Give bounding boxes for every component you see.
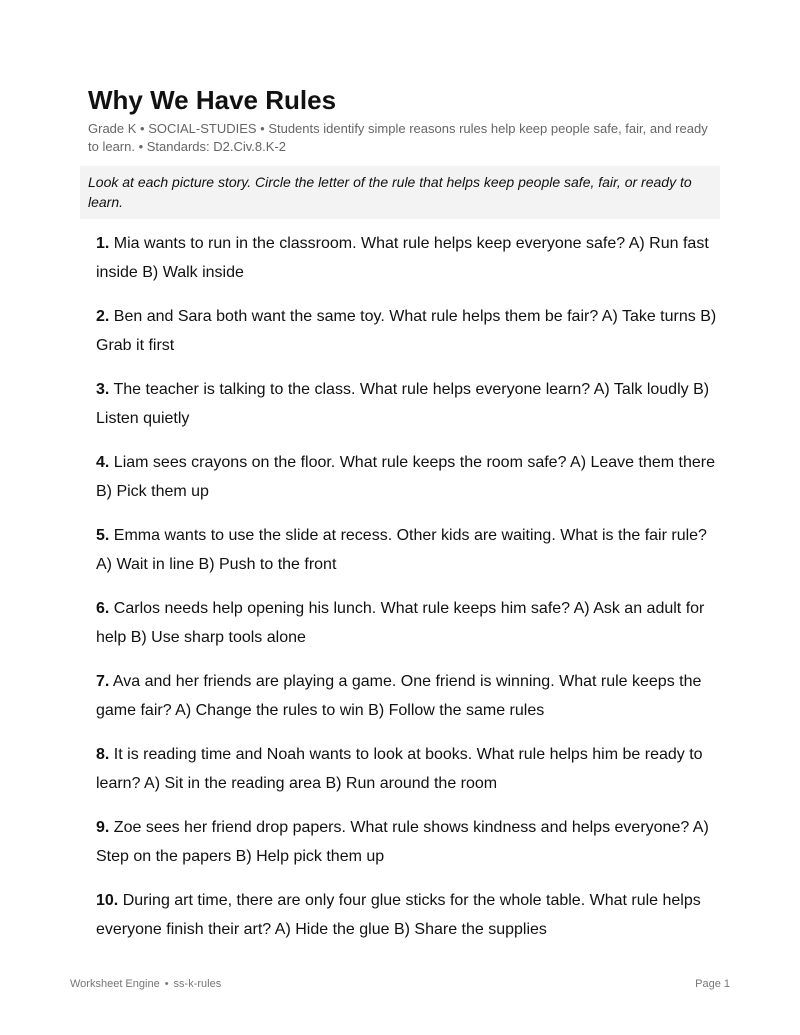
question-item bbox=[96, 813, 722, 871]
worksheet-page bbox=[88, 84, 720, 959]
footer-engine: Worksheet Engine bbox=[70, 978, 160, 990]
footer-page-number: Page 1 bbox=[695, 978, 730, 990]
question-text: Carlos needs help opening his lunch. What rule keeps him safe? A) Ask an adult for help B) Use sharp tools alone bbox=[96, 600, 705, 646]
footer-source bbox=[70, 978, 221, 990]
question-text: Liam sees crayons on the floor. What rule keeps the room safe? A) Leave them there B) Pick them up bbox=[96, 454, 716, 500]
question-item bbox=[96, 375, 722, 433]
footer-separator: • bbox=[164, 978, 169, 990]
question-item bbox=[96, 667, 722, 725]
question-text: Ava and her friends are playing a game. One friend is winning. What rule keeps the game fair? A) Change the rules to win B) Follow the same rules bbox=[96, 673, 702, 719]
question-text: During art time, there are only four glue sticks for the whole table. What rule helps everyone finish their art? A) Hide the glue B) Share the supplies bbox=[96, 892, 701, 938]
question-number: 10. bbox=[96, 892, 119, 909]
question-text: The teacher is talking to the class. What rule helps everyone learn? A) Talk loudly B) Listen quietly bbox=[96, 381, 710, 427]
question-number: 5. bbox=[96, 527, 110, 544]
page-title: Why We Have Rules bbox=[88, 85, 337, 115]
question-text: It is reading time and Noah wants to look at books. What rule helps him be ready to learn? A) Sit in the reading area B) Run around the room bbox=[96, 746, 703, 792]
question-item bbox=[96, 302, 722, 360]
question-item bbox=[96, 448, 722, 506]
question-number: 9. bbox=[96, 819, 110, 836]
question-text: Mia wants to run in the classroom. What rule helps keep everyone safe? A) Run fast inside B) Walk inside bbox=[96, 235, 709, 281]
question-item bbox=[96, 740, 722, 798]
question-number: 2. bbox=[96, 308, 110, 325]
question-number: 4. bbox=[96, 454, 110, 471]
question-item bbox=[96, 594, 722, 652]
question-number: 3. bbox=[96, 381, 110, 398]
question-text: Emma wants to use the slide at recess. Other kids are waiting. What is the fair rule? A) Wait in line B) Push to the front bbox=[96, 527, 707, 573]
question-number: 6. bbox=[96, 600, 110, 617]
instructions-box: Look at each picture story. Circle the letter of the rule that helps keep people safe, fair, or ready to learn. bbox=[80, 166, 720, 219]
question-list bbox=[88, 229, 722, 944]
worksheet-meta: Grade K • SOCIAL-STUDIES • Students identify simple reasons rules help keep people safe, fair, and ready to learn. • Standards: D2.Civ.8.K-2 bbox=[88, 121, 708, 154]
question-number: 7. bbox=[96, 673, 110, 690]
question-text: Ben and Sara both want the same toy. What rule helps them be fair? A) Take turns B) Grab it first bbox=[96, 308, 717, 354]
question-item bbox=[96, 521, 722, 579]
question-number: 1. bbox=[96, 235, 110, 252]
question-item bbox=[96, 229, 722, 287]
footer-slug: ss-k-rules bbox=[173, 978, 222, 990]
question-text: Zoe sees her friend drop papers. What rule shows kindness and helps everyone? A) Step on the papers B) Help pick them up bbox=[96, 819, 709, 865]
question-item bbox=[96, 886, 722, 944]
question-number: 8. bbox=[96, 746, 110, 763]
